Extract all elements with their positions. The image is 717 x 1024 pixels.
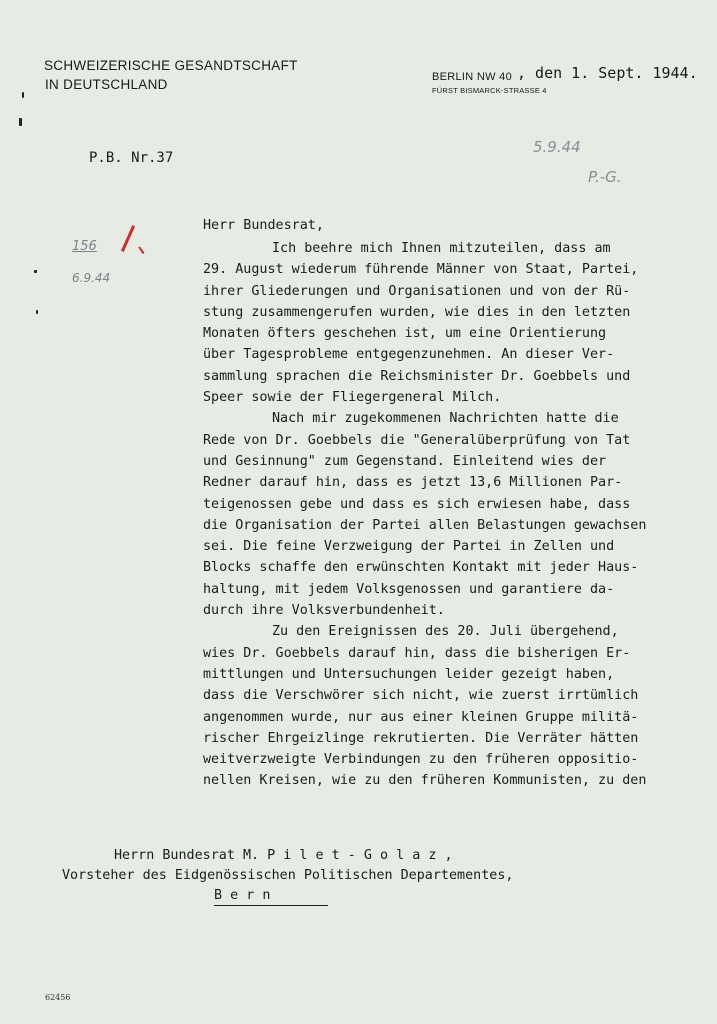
body-line: Ich beehre mich Ihnen mitzuteilen, dass am xyxy=(272,241,611,256)
addressee-name: Herrn Bundesrat M. P i l e t - G o l a z , xyxy=(114,848,453,863)
body-line: die Organisation der Partei allen Belastungen gewachsen xyxy=(203,517,647,533)
sender-city: BERLIN NW 40 xyxy=(432,71,513,83)
letter-date: , den 1. Sept. 1944. xyxy=(517,64,698,82)
margin-mark xyxy=(36,310,38,314)
handwritten-receipt-date: 5.9.44 xyxy=(533,138,581,156)
sender-street: FÜRST BISMARCK-STRASSE 4 xyxy=(432,86,547,95)
red-pencil-tick xyxy=(137,246,144,254)
body-line: Rede von Dr. Goebbels die "Generalüberprüfung von Tat xyxy=(203,432,631,448)
letterhead-line-1: SCHWEIZERISCHE GESANDTSCHAFT xyxy=(44,58,298,73)
body-line: durch ihre Volksverbundenheit. xyxy=(203,603,445,619)
salutation: Herr Bundesrat, xyxy=(203,218,324,233)
addressee-title: Vorsteher des Eidgenössischen Politischen Departementes, xyxy=(62,868,514,883)
body-line: und Gesinnung" zum Gegenstand. Einleitend wies der xyxy=(203,453,607,469)
margin-mark xyxy=(19,118,22,126)
body-line: Speer sowie der Fliegergeneral Milch. xyxy=(203,390,502,406)
document-number: 62456 xyxy=(45,993,71,1002)
letterhead-line-2: IN DEUTSCHLAND xyxy=(45,77,168,92)
body-line: haltung, mit jedem Volksgenossen und garantiere da- xyxy=(203,581,615,597)
body-line: mittlungen und Untersuchungen leider gezeigt haben, xyxy=(203,666,615,682)
addressee-block xyxy=(62,846,634,906)
body-line: Nach mir zugekommenen Nachrichten hatte die xyxy=(272,411,619,427)
body-line: 29. August wiederum führende Männer von Staat, Partei, xyxy=(203,262,639,278)
body-line: teigenossen gebe und dass es sich erwiesen habe, dass xyxy=(203,496,631,512)
body-line: über Tagesprobleme entgegenzunehmen. An dieser Ver- xyxy=(203,347,615,363)
body-line: angenommen wurde, nur aus einer kleinen Gruppe militä- xyxy=(203,709,639,725)
body-line: Blocks schaffe den erwünschten Kontakt mit jeder Haus- xyxy=(203,560,639,576)
body-line: ihrer Gliederungen und Organisationen und von der Rü- xyxy=(203,283,631,299)
body-line: Redner darauf hin, dass es jetzt 13,6 Millionen Par- xyxy=(203,475,623,491)
body-line: Zu den Ereignissen des 20. Juli übergehend, xyxy=(272,624,619,640)
body-line: sei. Die feine Verzweigung der Partei in Zellen und xyxy=(203,539,615,555)
body-line: rischer Ehrgeizlinge rekrutierten. Die Verräter hätten xyxy=(203,730,639,746)
body-line: weitverzweigte Verbindungen zu den früheren oppositio- xyxy=(203,752,639,768)
reference-number: P.B. Nr.37 xyxy=(89,150,174,166)
body-line: stung zusammengerufen wurden, wie dies in den letzten xyxy=(203,304,631,320)
body-line: dass die Verschwörer sich nicht, wie zuerst irrtümlich xyxy=(203,688,639,704)
letterhead xyxy=(44,56,298,94)
addressee-city: B e r n xyxy=(214,888,271,903)
handwritten-file-number: 156 xyxy=(72,239,97,254)
handwritten-side-date: 6.9.44 xyxy=(72,271,111,285)
body-line: wies Dr. Goebbels darauf hin, dass die bisherigen Er- xyxy=(203,645,631,661)
sender-city-block xyxy=(432,67,512,85)
letter-body xyxy=(203,238,703,792)
body-line: Monaten öfters geschehen ist, um eine Orientierung xyxy=(203,326,607,342)
handwritten-initials: P.-G. xyxy=(588,168,622,186)
city-underline xyxy=(214,905,328,906)
margin-mark xyxy=(22,92,24,98)
margin-mark xyxy=(34,270,37,273)
body-line: nellen Kreisen, wie zu den früheren Kommunisten, zu den xyxy=(203,773,647,789)
body-line: sammlung sprachen die Reichsminister Dr. Goebbels und xyxy=(203,368,631,384)
